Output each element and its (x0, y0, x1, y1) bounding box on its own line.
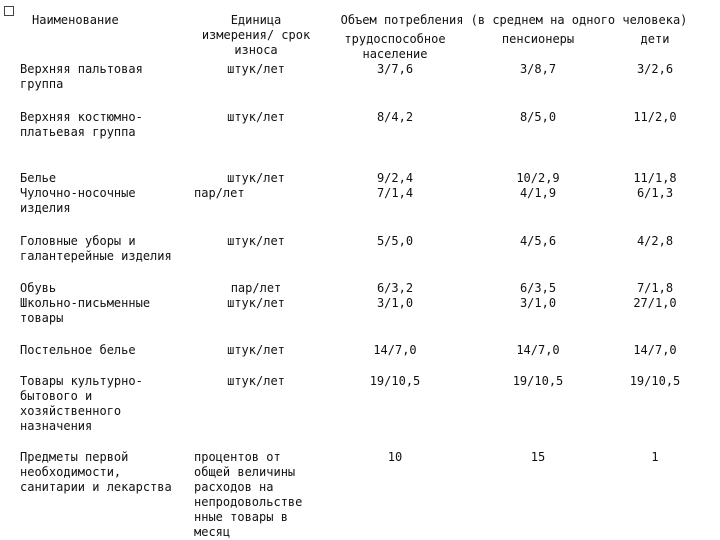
header-children: дети (640, 32, 670, 46)
value-line: 1 (651, 450, 659, 464)
row-value-pensioners (470, 234, 606, 249)
row-name-line: товары (20, 311, 64, 325)
row-name-line: Предметы первой (20, 450, 129, 464)
row-name (20, 281, 192, 326)
value-line: 11/2,0 (633, 110, 677, 124)
row-name-line: Товары культурно- (20, 374, 143, 388)
row-name-line: Головные уборы и (20, 234, 136, 248)
row-unit (190, 110, 322, 125)
row-unit (190, 281, 322, 311)
value-line: 9/2,4 (376, 171, 414, 185)
slide-bullet-marker (4, 6, 14, 16)
row-value-able-bodied (330, 110, 460, 125)
row-unit-line: общей величины (194, 465, 296, 479)
row-unit (190, 234, 322, 249)
row-unit-line: штук/лет (227, 171, 285, 185)
row-unit (190, 343, 322, 358)
row-name-line: изделия (20, 201, 71, 215)
row-name (20, 450, 192, 495)
value-line: 6/3,5 (519, 281, 557, 295)
value-line: 10/2,9 (516, 171, 560, 185)
row-name (20, 171, 192, 216)
row-name-line: Постельное белье (20, 343, 136, 357)
row-value-children (610, 110, 700, 125)
row-name (20, 343, 192, 358)
row-name (20, 234, 192, 264)
value-line: 4/1,9 (519, 186, 557, 200)
row-unit-line: штук/лет (227, 234, 285, 248)
row-value-pensioners (470, 450, 606, 465)
value-line: 11/1,8 (633, 171, 677, 185)
value-line: 19/10,5 (629, 374, 681, 388)
value-line: 6/1,3 (636, 186, 674, 200)
header-unit-line: износа (234, 43, 278, 57)
value-line: 3/1,0 (519, 296, 557, 310)
row-value-pensioners (470, 281, 606, 311)
row-value-children (610, 374, 700, 389)
value-line: 27/1,0 (633, 296, 677, 310)
value-line: 3/8,7 (519, 62, 557, 76)
row-value-able-bodied (330, 171, 460, 201)
row-name-line: Верхняя пальтовая (20, 62, 143, 76)
row-value-pensioners (470, 374, 606, 389)
row-value-pensioners (470, 343, 606, 358)
row-unit-line: пар/лет (230, 281, 282, 295)
row-value-children (610, 62, 700, 77)
row-value-able-bodied (330, 343, 460, 358)
row-name (20, 110, 192, 140)
row-value-able-bodied (330, 450, 460, 465)
row-unit (190, 374, 322, 389)
row-unit-line: непродовольстве (194, 495, 303, 509)
value-line: 4/2,8 (636, 234, 674, 248)
row-value-able-bodied (330, 374, 460, 389)
header-able-bodied-line: трудоспособное (344, 32, 446, 46)
row-unit-line: процентов от (194, 450, 281, 464)
value-line: 19/10,5 (369, 374, 421, 388)
row-unit-line: штук/лет (227, 110, 285, 124)
row-name-line: платьевая группа (20, 125, 136, 139)
row-name-line: Школьно-письменные (20, 296, 151, 310)
row-value-pensioners (470, 171, 606, 201)
header-consumption: Объем потребления (в среднем на одного человека) (340, 13, 688, 27)
row-value-children (610, 171, 700, 201)
value-line: 5/5,0 (376, 234, 414, 248)
row-name-line: необходимости, (20, 465, 122, 479)
value-line: 15 (530, 450, 546, 464)
value-line: 6/3,2 (376, 281, 414, 295)
row-unit-line: расходов на (194, 480, 274, 494)
row-name (20, 374, 192, 434)
value-line: 3/7,6 (376, 62, 414, 76)
value-line: 4/5,6 (519, 234, 557, 248)
header-name: Наименование (32, 13, 119, 27)
row-value-pensioners (470, 110, 606, 125)
header-able-bodied (330, 32, 460, 62)
row-unit (190, 62, 322, 77)
row-name-line: бытового и (20, 389, 93, 403)
value-line: 7/1,8 (636, 281, 674, 295)
row-name-line: Белье (20, 171, 57, 185)
row-name (20, 62, 192, 92)
row-unit-line: штук/лет (227, 343, 285, 357)
row-value-able-bodied (330, 234, 460, 249)
row-unit-line: штук/лет (227, 62, 285, 76)
row-unit-line: штук/лет (227, 374, 285, 388)
value-line: 8/4,2 (376, 110, 414, 124)
value-line: 14/7,0 (633, 343, 677, 357)
row-name-line: назначения (20, 419, 93, 433)
value-line: 3/1,0 (376, 296, 414, 310)
value-line: 14/7,0 (373, 343, 417, 357)
row-unit (190, 171, 322, 201)
row-value-children (610, 450, 700, 465)
row-unit-line: месяц (194, 525, 231, 539)
header-pensioners: пенсионеры (501, 32, 575, 46)
value-line: 8/5,0 (519, 110, 557, 124)
value-line: 10 (387, 450, 403, 464)
row-value-able-bodied (330, 281, 460, 311)
row-value-children (610, 234, 700, 249)
header-able-bodied-line: население (362, 47, 428, 61)
header-unit-line: Единица (230, 13, 282, 27)
row-name-line: группа (20, 77, 64, 91)
row-value-children (610, 343, 700, 358)
value-line: 14/7,0 (516, 343, 560, 357)
row-unit-line: нные товары в (194, 510, 288, 524)
row-unit (190, 450, 326, 540)
row-value-children (610, 281, 700, 311)
row-name-line: хозяйственного (20, 404, 122, 418)
row-value-pensioners (470, 62, 606, 77)
row-name-line: Верхняя костюмно- (20, 110, 143, 124)
row-unit-line: пар/лет (194, 186, 245, 200)
header-unit (190, 13, 322, 58)
value-line: 7/1,4 (376, 186, 414, 200)
value-line: 19/10,5 (512, 374, 564, 388)
row-name-line: Обувь (20, 281, 57, 295)
value-line: 3/2,6 (636, 62, 674, 76)
header-unit-line: измерения/ срок (201, 28, 311, 42)
row-name-line: галантерейные изделия (20, 249, 172, 263)
row-name-line: санитарии и лекарства (20, 480, 172, 494)
row-value-able-bodied (330, 62, 460, 77)
row-name-line: Чулочно-носочные (20, 186, 136, 200)
row-unit-line: штук/лет (227, 296, 285, 310)
